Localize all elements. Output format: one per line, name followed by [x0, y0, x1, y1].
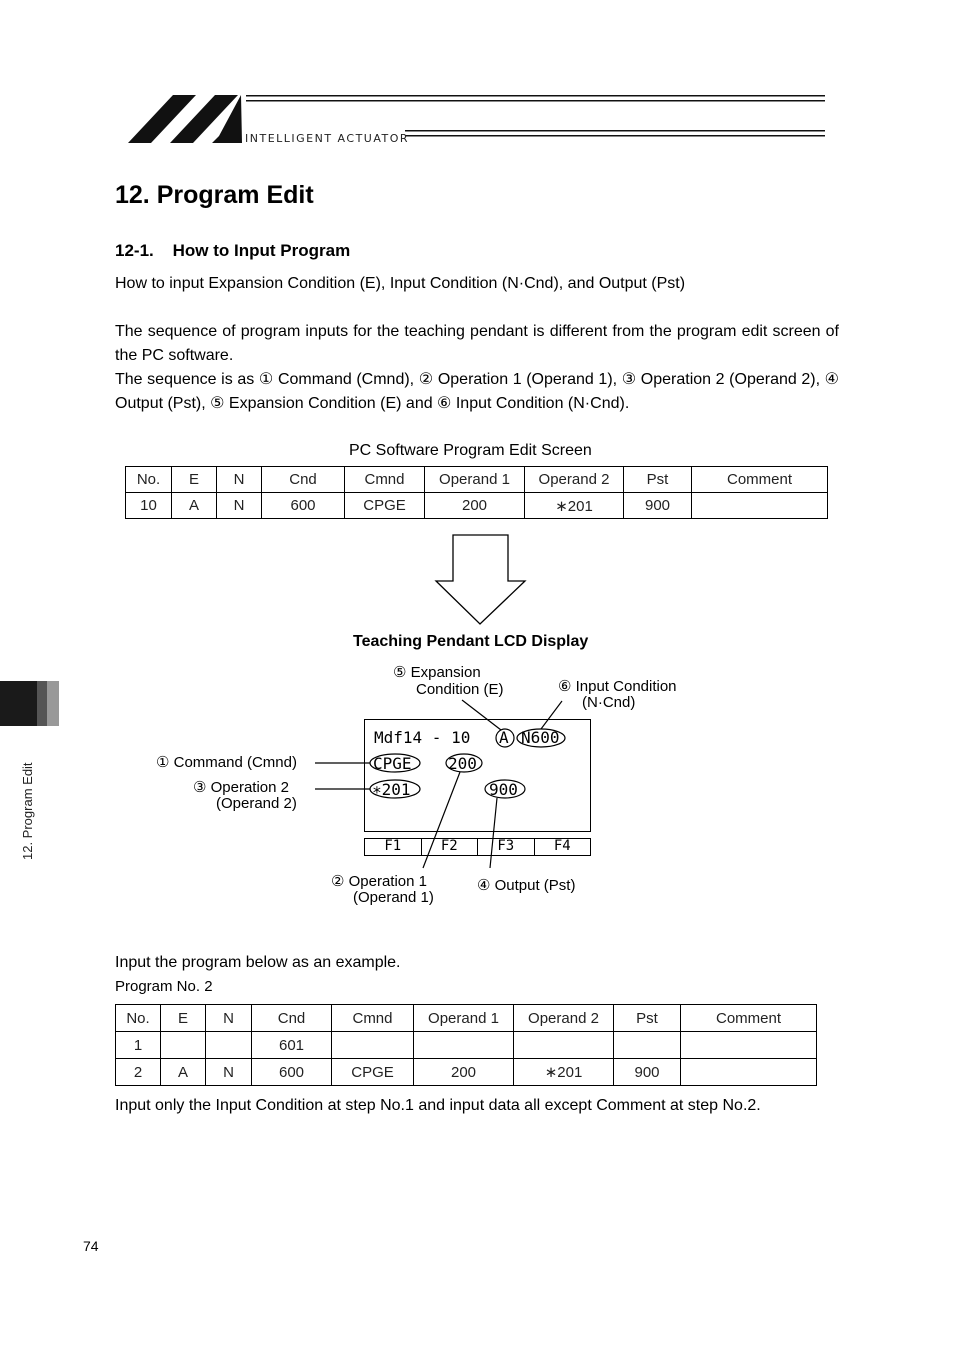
page-number: 74	[83, 1238, 99, 1254]
program-number: Program No. 2	[115, 978, 213, 995]
paragraph-2: The sequence is as ① Command (Cmnd), ② Operation 1 (Operand 1), ③ Operation 2 (Operand 2), ④ Output (Pst), ⑤ Expansion Condition (E) and ⑥ Input Condition (N·Cnd).	[115, 371, 839, 412]
table-row	[116, 1059, 817, 1086]
side-label: 12. Program Edit	[20, 762, 35, 860]
header-cell: Pst	[624, 467, 692, 493]
side-tab-dark	[0, 681, 37, 726]
header-cell: Comment	[692, 467, 828, 493]
fkey-f3: F3	[478, 839, 535, 855]
lcd-line-1: Mdf14 - 10	[374, 728, 480, 747]
lcd-caption: Teaching Pendant LCD Display	[353, 633, 589, 650]
paragraph-1: The sequence of program inputs for the teaching pendant is different from the program edit screen of the PC software.	[115, 323, 839, 364]
table-cell: 1	[116, 1032, 161, 1059]
callout-input-condition-2: (N·Cnd)	[582, 694, 636, 711]
callout-expansion: ⑤ Expansion	[393, 664, 481, 681]
table-cell	[681, 1059, 817, 1086]
table-cell	[414, 1032, 514, 1059]
table-cell: CPGE	[332, 1059, 414, 1086]
header-cell: Operand 2	[514, 1005, 614, 1032]
side-tab-light	[47, 681, 59, 726]
lcd-op1-value: 200	[448, 754, 477, 773]
fkey-f4: F4	[553, 838, 571, 854]
callout-output: ④ Output (Pst)	[477, 877, 576, 894]
table-cell	[514, 1032, 614, 1059]
lcd-cnd-value: N600	[521, 728, 560, 747]
table-cell	[614, 1032, 681, 1059]
header-cell: Pst	[614, 1005, 681, 1032]
table-cell: CPGE	[345, 493, 425, 519]
table-cell: ∗201	[514, 1059, 614, 1086]
table-cell: 600	[262, 493, 345, 519]
logo-text: INTELLIGENT ACTUATOR	[245, 132, 410, 145]
lcd-pst-value: 900	[489, 780, 518, 799]
callout-operation1-b: (Operand 1)	[353, 889, 434, 906]
header-cell: No.	[126, 467, 172, 493]
table-cell: N	[206, 1059, 252, 1086]
callout-expansion-2: Condition (E)	[416, 681, 504, 698]
pc-table-caption: PC Software Program Edit Screen	[349, 442, 592, 459]
lcd-cmnd-value: CPGE	[373, 754, 412, 773]
page-title: 12. Program Edit	[115, 181, 314, 209]
closing-text: Input only the Input Condition at step No.1 and input data all except Comment at step No.2.	[115, 1097, 761, 1114]
section-title: 12-1. How to Input Program	[115, 241, 351, 260]
table-cell	[332, 1032, 414, 1059]
table-cell: 601	[252, 1032, 332, 1059]
side-tab-mid	[37, 681, 47, 726]
callout-command: ① Command (Cmnd)	[156, 754, 297, 771]
table-cell: A	[172, 493, 217, 519]
callout-operation2-b: (Operand 2)	[216, 795, 297, 812]
header-cell: Cnd	[262, 467, 345, 493]
header-cell: E	[161, 1005, 206, 1032]
table-row	[116, 1032, 817, 1059]
table-cell: 2	[116, 1059, 161, 1086]
table-cell	[681, 1032, 817, 1059]
example-intro: Input the program below as an example.	[115, 954, 401, 971]
callout-operation2: ③ Operation 2	[193, 779, 289, 796]
header-cell: Cmnd	[332, 1005, 414, 1032]
header-cell: N	[206, 1005, 252, 1032]
lcd-e-value: A	[499, 728, 509, 747]
table-cell: 10	[126, 493, 172, 519]
header-cell: No.	[116, 1005, 161, 1032]
table-cell: 200	[425, 493, 525, 519]
table-cell: 900	[614, 1059, 681, 1086]
program-table	[115, 1004, 817, 1086]
table-cell: 200	[414, 1059, 514, 1086]
intro-text: How to input Expansion Condition (E), Input Condition (N·Cnd), and Output (Pst)	[115, 275, 686, 292]
fkey-f2: F2	[422, 839, 479, 855]
callout-input-condition: ⑥ Input Condition	[558, 678, 677, 695]
header-cell: Comment	[681, 1005, 817, 1032]
lcd-op2-value: ∗201	[372, 780, 411, 799]
header-cell: N	[217, 467, 262, 493]
fkey-f1: F1	[365, 839, 422, 855]
table-cell: 600	[252, 1059, 332, 1086]
header-cell: Operand 1	[414, 1005, 514, 1032]
table-cell: N	[217, 493, 262, 519]
header-cell: E	[172, 467, 217, 493]
header-cell: Operand 2	[525, 467, 624, 493]
header-cell: Cnd	[252, 1005, 332, 1032]
header-cell: Cmnd	[345, 467, 425, 493]
callout-operation1: ② Operation 1	[331, 873, 427, 890]
table-cell: ∗201	[525, 493, 624, 519]
table-cell: 900	[624, 493, 692, 519]
table-header-row	[116, 1005, 817, 1032]
table-cell	[161, 1032, 206, 1059]
table-cell: A	[161, 1059, 206, 1086]
header-cell: Operand 1	[425, 467, 525, 493]
table-cell	[206, 1032, 252, 1059]
